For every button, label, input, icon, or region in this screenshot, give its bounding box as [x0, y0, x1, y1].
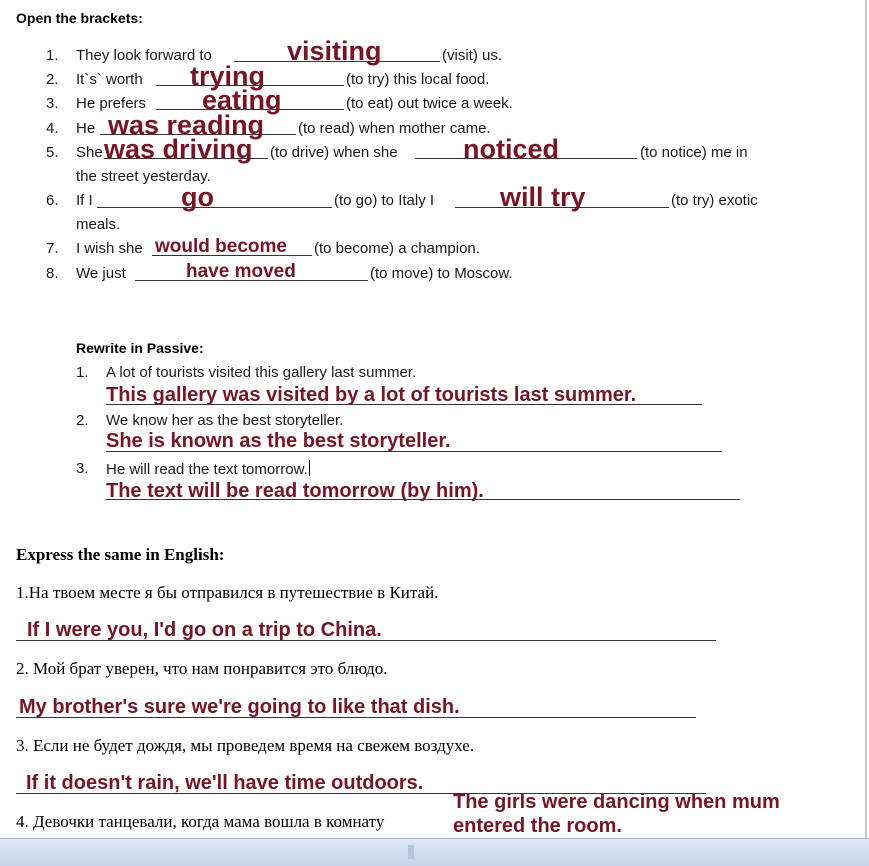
item-text-before: I wish she [76, 240, 143, 257]
russian-sentence: 2. Мой брат уверен, что нам понравится это блюдо. [16, 659, 388, 678]
answer-text[interactable]: eating [202, 85, 282, 115]
answer-text[interactable]: The girls were dancing when mum [453, 791, 780, 813]
answer-text[interactable]: visiting [287, 36, 382, 66]
item-text-continuation: the street yesterday. [76, 168, 211, 185]
text-cursor [309, 460, 310, 476]
item-text-before: He prefers [76, 95, 147, 112]
section-heading-passive: Rewrite in Passive: [76, 340, 204, 356]
answer-text[interactable]: have moved [186, 261, 296, 282]
answer-text[interactable]: was driving [104, 134, 253, 164]
item-number: 2. [76, 412, 89, 429]
item-number: 5. [46, 144, 59, 161]
item-text-after: (to try) this local food. [346, 71, 490, 88]
answer-text[interactable]: My brother's sure we're going to like that dish. [19, 696, 460, 718]
item-number: 2. [46, 71, 59, 88]
item-text-after: (to notice) me in [640, 144, 748, 161]
item-text-after: (to eat) out twice a week. [346, 95, 513, 112]
answer-text[interactable]: She is known as the best storyteller. [106, 430, 451, 452]
answer-text[interactable]: noticed [463, 134, 560, 164]
item-text-before: He [76, 120, 96, 137]
item-text-after: (to try) exotic [671, 192, 758, 209]
item-number: 3. [46, 95, 59, 112]
answer-text[interactable]: If I were you, I'd go on a trip to China. [27, 619, 382, 641]
item-text-before: It`s` worth [76, 71, 143, 88]
status-bar [0, 838, 869, 866]
item-text-after: (to read) when mother came. [298, 120, 491, 137]
answer-blank-line [97, 207, 332, 208]
item-number: 4. [46, 120, 59, 137]
answer-text[interactable]: go [181, 182, 214, 212]
passive-sentence: We know her as the best storyteller. [106, 412, 344, 429]
item-text-mid: (to drive) when she [270, 144, 398, 161]
answer-text[interactable]: trying [190, 61, 266, 91]
item-number: 1. [76, 364, 89, 381]
answer-text[interactable]: will try [500, 182, 586, 212]
status-bar-grip[interactable] [408, 845, 414, 859]
passive-sentence: A lot of tourists visited this gallery last summer. [106, 364, 417, 381]
russian-sentence: 1.На твоем месте я бы отправился в путешествие в Китай. [16, 583, 439, 602]
item-number: 7. [46, 240, 59, 257]
answer-text[interactable]: would become [155, 236, 287, 257]
item-text-after: (visit) us. [442, 47, 502, 64]
passive-sentence: He will read the text tomorrow. [106, 461, 308, 478]
item-text-continuation: meals. [76, 216, 121, 233]
item-number: 6. [46, 192, 59, 209]
item-number: 8. [46, 265, 59, 282]
item-number: 1. [46, 47, 59, 64]
russian-sentence: 4. Девочки танцевали, когда мама вошла в комнату [16, 812, 385, 831]
answer-text[interactable]: entered the room. [453, 815, 622, 837]
answer-text[interactable]: The text will be read tomorrow (by him). [106, 480, 484, 502]
item-text-before: If I [76, 192, 93, 209]
russian-sentence: 3. Если не будет дождя, мы проведем время на свежем воздухе. [16, 736, 475, 755]
item-text-before: They look forward to [76, 47, 212, 64]
item-text-before: She [76, 144, 103, 161]
item-number: 3. [76, 460, 89, 477]
item-text-before: We just [76, 265, 126, 282]
answer-text[interactable]: This gallery was visited by a lot of tourists last summer. [106, 384, 637, 406]
answer-text[interactable]: If it doesn't rain, we'll have time outdoors. [26, 772, 424, 794]
item-text-mid: (to go) to Italy I [334, 192, 435, 209]
item-text-after: (to become) a champion. [314, 240, 480, 257]
section-heading-express: Express the same in English: [16, 545, 225, 564]
answer-text[interactable]: was reading [108, 110, 265, 140]
item-text-after: (to move) to Moscow. [370, 265, 513, 282]
section-heading-open-brackets: Open the brackets: [16, 10, 143, 26]
